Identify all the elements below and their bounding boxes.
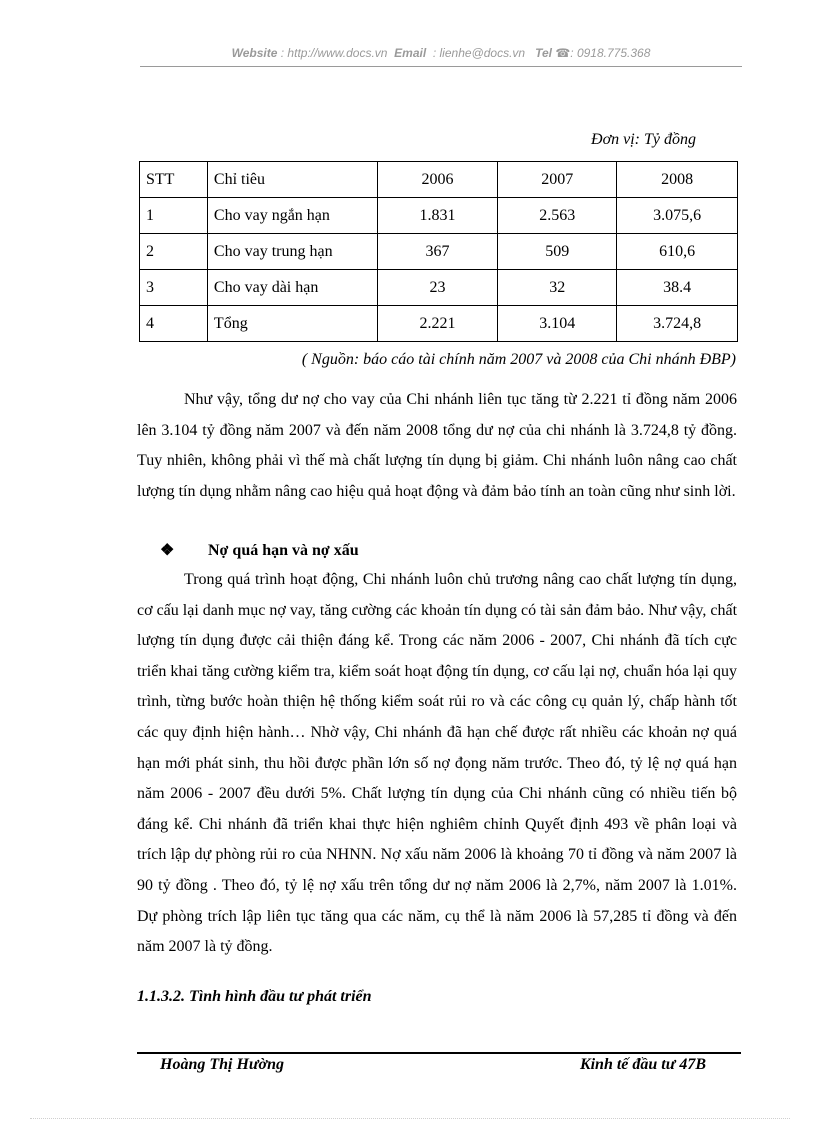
page-header xyxy=(140,46,742,60)
table-row xyxy=(140,270,738,306)
bullet-heading-text: Nợ quá hạn và nợ xấu xyxy=(208,542,359,559)
header-cell: 2007 xyxy=(498,162,617,198)
header-cell: 2006 xyxy=(377,162,498,198)
table-cell: 3.075,6 xyxy=(617,198,738,234)
website-label: Website xyxy=(231,46,278,60)
header-cell: STT xyxy=(140,162,208,198)
table-cell: 4 xyxy=(140,306,208,342)
table-cell: Cho vay dài hạn xyxy=(207,270,377,306)
section-heading: 1.1.3.2. Tình hình đầu tư phát triển xyxy=(137,988,372,1005)
page-bottom-dotted-line xyxy=(30,1118,790,1119)
loan-table xyxy=(139,161,738,342)
unit-label: Đơn vị: Tỷ đồng xyxy=(591,131,696,148)
table-cell: 3.104 xyxy=(498,306,617,342)
table-cell: 38.4 xyxy=(617,270,738,306)
table-cell: 1 xyxy=(140,198,208,234)
header-cell: Chỉ tiêu xyxy=(207,162,377,198)
table-cell: 610,6 xyxy=(617,234,738,270)
table-row xyxy=(140,198,738,234)
table-cell: 509 xyxy=(498,234,617,270)
footer-divider xyxy=(137,1052,741,1054)
paragraph-loan-summary: Như vậy, tổng dư nợ cho vay của Chi nhánh liên tục tăng từ 2.221 tỉ đồng năm 2006 lên 3.104 tỷ đồng năm 2007 và đến năm 2008 tổng dư nợ của chi nhánh là 3.724,8 tỷ đồng. Tuy nhiên, không phải vì thế mà chất lượng tín dụng bị giảm. Chi nhánh luôn nâng cao chất lượng tín dụng nhằm nâng cao hiệu quả hoạt động và đảm bảo tính an toàn cũng như sinh lời. xyxy=(137,391,737,500)
paragraph-bad-debt: Trong quá trình hoạt động, Chi nhánh luôn chủ trương nâng cao chất lượng tín dụng, cơ cấu lại danh mục nợ vay, tăng cường các khoản tín dụng có tài sản đảm bảo. Như vậy, chất lượng tín dụng được cải thiện đáng kể. Trong các năm 2006 - 2007, Chi nhánh đã tích cực triển khai tăng cường kiểm tra, kiểm soát hoạt động tín dụng, cơ cấu lại nợ, chuẩn hóa lại quy trình, từng bước hoàn thiện hệ thống kiểm soát rủi ro và các công cụ quản lý, chấp hành tốt các quy định hiện hành… Nhờ vậy, Chi nhánh đã hạn chế được rất nhiều các khoản nợ quá hạn mới phát sinh, thu hồi được phần lớn số nợ đọng năm trước. Theo đó, tỷ lệ nợ quá hạn năm 2006 - 2007 đều dưới 5%. Chất lượng tín dụng của Chi nhánh cũng có nhiều tiến bộ đáng kể. Chi nhánh đã triển khai thực hiện nghiêm chỉnh Quyết định 493 về phân loại và trích lập dự phòng rủi ro của NHNN. Nợ xấu năm 2006 là khoảng 70 tỉ đồng và năm 2007 là 90 tỷ đồng . Theo đó, tỷ lệ nợ xấu trên tổng dư nợ năm 2006 là 2,7%, năm 2007 là 1.01%. Dự phòng trích lập liên tục tăng qua các năm, cụ thể là năm 2006 là 57,285 tỉ đồng và đến năm 2007 là tỷ đồng. xyxy=(137,571,738,956)
footer-author: Hoàng Thị Hường xyxy=(160,1056,284,1073)
tel-label: Tel xyxy=(535,46,552,60)
table-cell: 3.724,8 xyxy=(617,306,738,342)
bullet-heading xyxy=(160,540,359,560)
footer-class: Kinh tế đầu tư 47B xyxy=(579,1056,706,1073)
table-cell: 2.221 xyxy=(377,306,498,342)
email-value[interactable]: : lienhe@docs.vn xyxy=(432,46,526,60)
table-cell: 367 xyxy=(377,234,498,270)
table-header-row xyxy=(140,162,738,198)
table-cell: 32 xyxy=(498,270,617,306)
table-row xyxy=(140,234,738,270)
table-cell: 2.563 xyxy=(498,198,617,234)
table-source-note: ( Nguồn: báo cáo tài chính năm 2007 và 2008 của Chi nhánh ĐBP) xyxy=(301,351,736,368)
table-cell: Tổng xyxy=(207,306,377,342)
email-label: Email xyxy=(394,46,427,60)
table-cell: Cho vay trung hạn xyxy=(207,234,377,270)
table-cell: 3 xyxy=(140,270,208,306)
table-cell: 2 xyxy=(140,234,208,270)
table-cell: 23 xyxy=(377,270,498,306)
table-cell: 1.831 xyxy=(377,198,498,234)
table-cell: Cho vay ngắn hạn xyxy=(207,198,377,234)
header-cell: 2008 xyxy=(617,162,738,198)
website-value[interactable]: : http://www.docs.vn xyxy=(280,46,388,60)
table-row xyxy=(140,306,738,342)
header-divider xyxy=(140,66,742,67)
tel-value: ☎: 0918.775.368 xyxy=(555,46,651,60)
diamond-bullet-icon: ❖ xyxy=(160,542,175,559)
